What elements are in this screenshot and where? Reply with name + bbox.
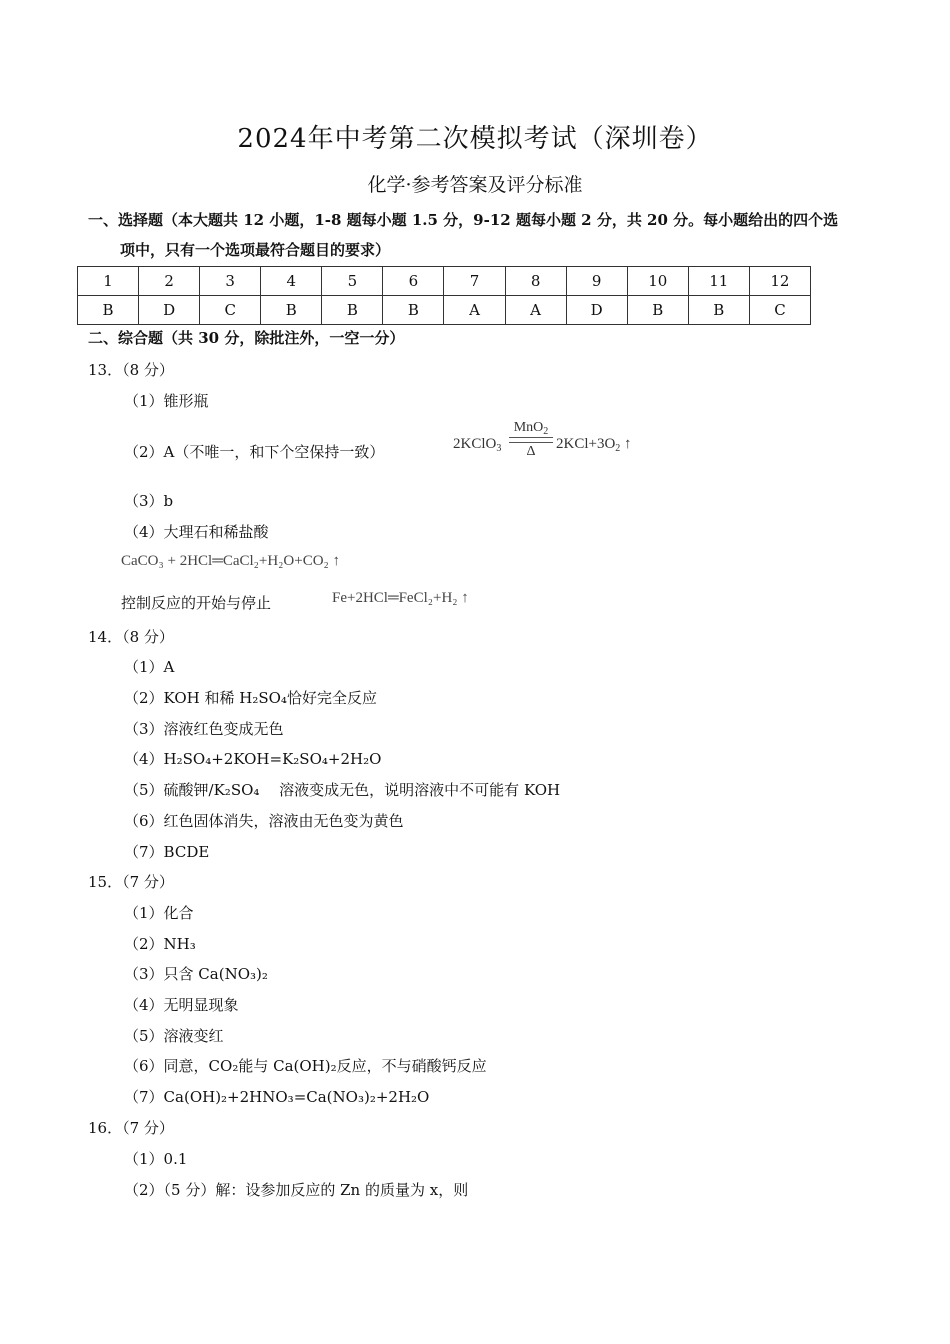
question-number-cell: 8: [505, 267, 566, 296]
q14-label: 14．（8 分）: [88, 628, 174, 646]
question-number-cell: 7: [444, 267, 505, 296]
question-number-cell: 10: [627, 267, 688, 296]
q14-answer-1: （1）A: [124, 658, 175, 676]
answer-table-number-row: [78, 267, 811, 296]
question-number-cell: 3: [200, 267, 261, 296]
q14-answer-3: （3）溶液红色变成无色: [124, 720, 284, 738]
q15-answer-6: （6）同意，CO₂能与 Ca(OH)₂反应，不与硝酸钙反应: [124, 1057, 487, 1075]
q13-answer-3: （3）b: [124, 492, 174, 510]
question-number-cell: 2: [139, 267, 200, 296]
answer-cell: A: [505, 296, 566, 325]
q15-label: 15．（7 分）: [88, 873, 174, 891]
page-title: 2024年中考第二次模拟考试（深圳卷）: [237, 124, 713, 154]
question-number-cell: 11: [688, 267, 749, 296]
answer-cell: B: [261, 296, 322, 325]
section-1-heading-line2: 项中，只有一个选项最符合题目的要求）: [120, 241, 391, 259]
answer-cell: B: [78, 296, 139, 325]
q15-answer-4: （4）无明显现象: [124, 996, 239, 1014]
q16-label: 16．（7 分）: [88, 1119, 174, 1137]
q15-answer-7: （7）Ca(OH)₂+2HNO₃=Ca(NO₃)₂+2H₂O: [124, 1088, 430, 1106]
q14-answer-4: （4）H₂SO₄+2KOH=K₂SO₄+2H₂O: [124, 750, 382, 768]
equation-condition: MnO$_2$ Δ: [509, 420, 553, 460]
q15-answer-1: （1）化合: [124, 904, 194, 922]
answer-cell: D: [139, 296, 200, 325]
page-subtitle: 化学·参考答案及评分标准: [367, 174, 583, 196]
q14-answer-7: （7）BCDE: [124, 843, 210, 861]
equation-product: $2KCl+3O_2$ ↑: [556, 436, 632, 454]
q15-answer-5: （5）溶液变红: [124, 1027, 224, 1045]
q16-answer-1: （1）0.1: [124, 1150, 188, 1168]
q14-answer-6: （6）红色固体消失，溶液由无色变为黄色: [124, 812, 404, 830]
q15-answer-3: （3）只含 Ca(NO₃)₂: [124, 965, 268, 983]
q14-answer-5: （5）硫酸钾/K₂SO₄ 溶液变成无色，说明溶液中不可能有 KOH: [124, 781, 561, 799]
question-number-cell: 12: [749, 267, 810, 296]
question-number-cell: 9: [566, 267, 627, 296]
answer-cell: B: [383, 296, 444, 325]
fe-reaction-equation: Fe+2HCl═FeCl₂+H₂ ↑: [332, 590, 469, 606]
q13-answer-1: （1）锥形瓶: [124, 392, 209, 410]
caco3-reaction-equation: CaCO₃ + 2HCl═CaCl₂+H₂O+CO₂ ↑: [121, 553, 341, 569]
answer-table: [77, 266, 811, 325]
kclo3-decomposition-equation: [453, 420, 653, 472]
answer-cell: D: [566, 296, 627, 325]
question-number-cell: 5: [322, 267, 383, 296]
catalyst-label: MnO: [513, 420, 544, 435]
answer-cell: C: [200, 296, 261, 325]
question-number-cell: 6: [383, 267, 444, 296]
answer-cell: B: [688, 296, 749, 325]
section-1-heading-line1: 一、选择题（本大题共 12 小题，1-8 题每小题 1.5 分，9-12 题每小题 2 分，共 20 分。每小题给出的四个选: [88, 211, 839, 229]
q13-answer-4: （4）大理石和稀盐酸: [124, 523, 269, 541]
section-2-heading: 二、综合题（共 30 分，除批注外，一空一分）: [88, 329, 405, 347]
q13-answer-2: （2）A（不唯一，和下个空保持一致）: [124, 443, 385, 461]
question-number-cell: 4: [261, 267, 322, 296]
answer-cell: C: [749, 296, 810, 325]
heat-symbol: Δ: [526, 444, 536, 459]
q13-label: 13．（8 分）: [88, 361, 174, 379]
q15-answer-2: （2）NH₃: [124, 935, 196, 953]
equation-double-bar: [509, 437, 553, 443]
section-1-heading: [88, 205, 868, 265]
q13-control-text: 控制反应的开始与停止: [121, 594, 272, 612]
answer-table-answer-row: [78, 296, 811, 325]
answer-cell: B: [322, 296, 383, 325]
answer-cell: A: [444, 296, 505, 325]
q16-answer-2: （2）（5 分）解：设参加反应的 Zn 的质量为 x，则: [124, 1181, 469, 1199]
equation-reactant: 2KClO$_3$: [453, 436, 502, 454]
question-number-cell: 1: [78, 267, 139, 296]
q14-answer-2: （2）KOH 和稀 H₂SO₄恰好完全反应: [124, 689, 377, 707]
answer-cell: B: [627, 296, 688, 325]
